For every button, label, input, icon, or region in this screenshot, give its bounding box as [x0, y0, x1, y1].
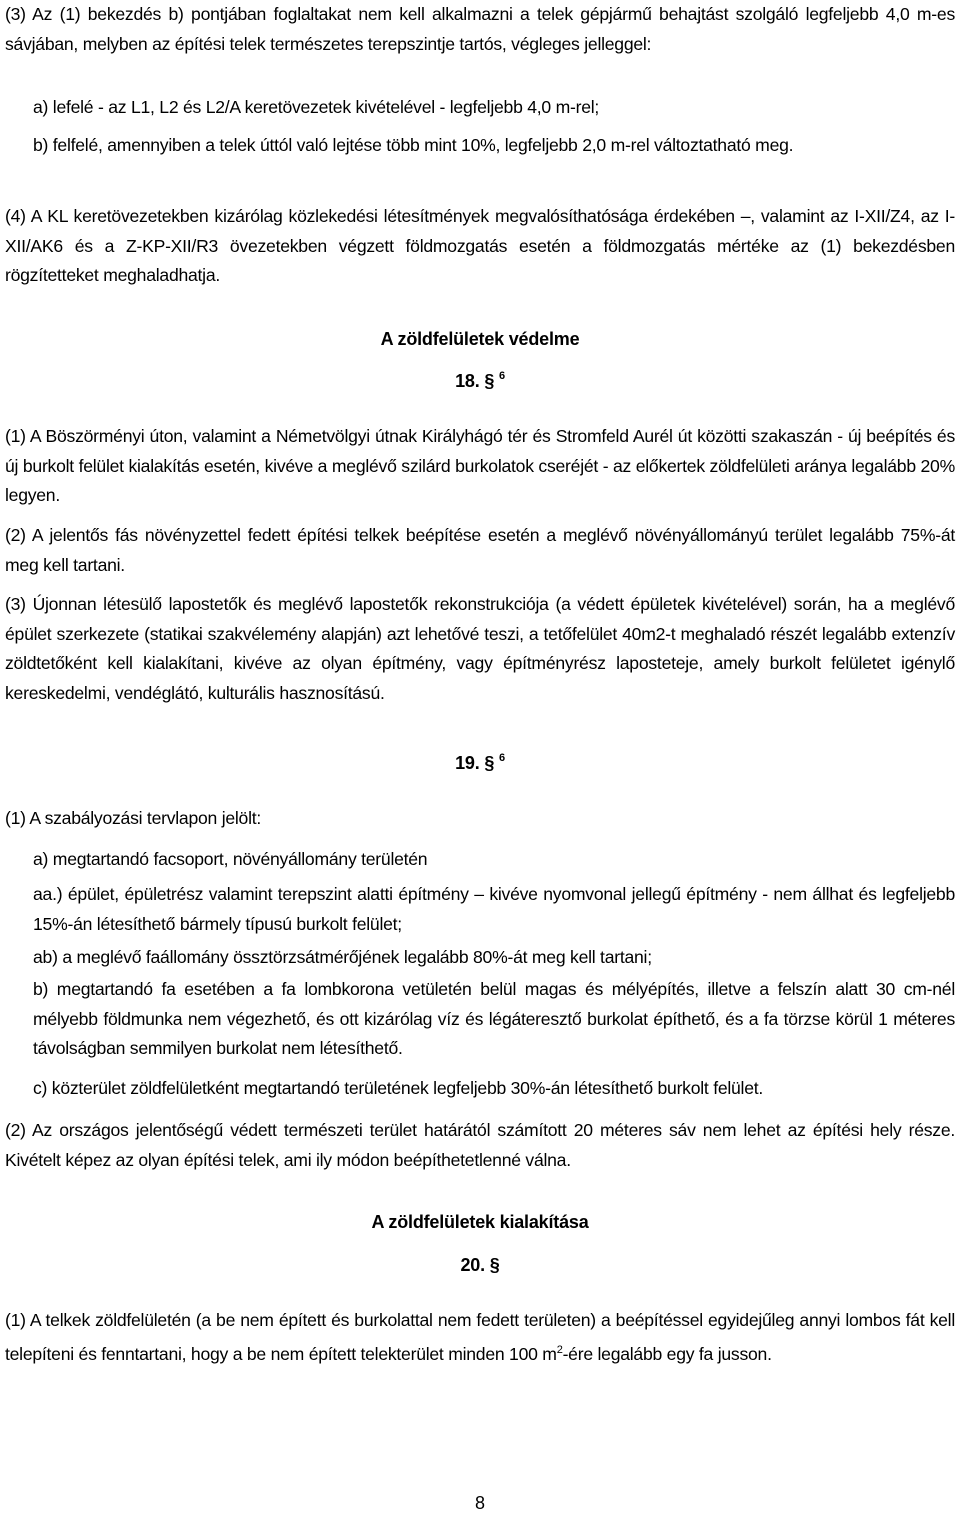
paragraph-18-2: (2) A jelentős fás növényzettel fedett építési telkek beépítése esetén a meglévő növényállományú terület legalább 75%-át meg kell tartani.	[5, 525, 955, 575]
paragraph-19-1-ab: ab) a meglévő faállomány össztörzsátmérőjének legalább 80%-át meg kell tartani;	[33, 947, 652, 967]
page-number: 8	[474, 1493, 485, 1513]
paragraph-19-2: (2) Az országos jelentőségű védett természeti terület határától számított 20 méteres sáv nem lehet az építési hely része. Kivételt képez az olyan építési telek, ami ily módon beépíthetetlenné válna.	[5, 1120, 955, 1170]
paragraph-19-1-b: b) megtartandó fa esetében a fa lombkorona vetületén belül magas és mélyépítés, illetve a felszín alatt 30 cm-nél mélyebb földmunka nem végezhető, és ott kizárólag víz és légáteresztő burkolat építhető, és a fa törzse körül 1 méteres távolságban semmilyen burkolat nem létesíthető.	[33, 979, 955, 1058]
paragraph-17-3: (3) Az (1) bekezdés b) pontjában foglaltakat nem kell alkalmazni a telek gépjármű behajtást szolgáló legfeljebb 4,0 m-es sávjában, melyben az építési telek természetes terepszintje tartós, végleges jelleggel:	[5, 4, 955, 54]
paragraph-18-1: (1) A Böszörményi úton, valamint a Németvölgyi útnak Királyhágó tér és Stromfeld Aurél út közötti szakaszán - új beépítés és új burkolt felület kialakítás esetén, kivéve a meglévő szilárd burkolatok cseréjét - az előkertek zöldfelületi aránya legalább 20% legyen.	[5, 426, 955, 505]
section-18-footnote: 6	[498, 370, 505, 382]
paragraph-19-1-aa: aa.) épület, épületrész valamint terepszint alatti építmény – kivéve nyomvonal jellegű építmény - nem állhat és legfeljebb 15%-án létesíthető bármely típusú burkolt felület;	[33, 884, 955, 934]
section-19-sign: §	[484, 753, 495, 773]
paragraph-20-1-text-end: -ére legalább egy fa jusson.	[562, 1343, 772, 1364]
section-20-sign: §	[489, 1255, 500, 1275]
paragraph-19-1-c: c) közterület zöldfelületként megtartandó területének legfeljebb 30%-án létesíthető burkolt felület.	[33, 1078, 764, 1098]
section-19-number: 19.	[455, 753, 480, 773]
paragraph-20-1-text: (1) A telkek zöldfelületén (a be nem épített és burkolattal nem fedett területen) a beépítéssel egyidejűleg annyi lombos fát kell telepíteni és fenntartani, hogy a be nem épített telekterület minden 100 m	[5, 1310, 955, 1364]
paragraph-19-1: (1) A szabályozási tervlapon jelölt:	[5, 808, 262, 828]
section-20-heading	[0, 1255, 960, 1276]
paragraph-19-1-a: a) megtartandó facsoport, növényállomány területén	[33, 849, 428, 869]
paragraph-18-3: (3) Újonnan létesülő lapostetők és meglévő lapostetők rekonstrukciója (a védett épületek kivételével) során, ha a meglévő épület szerkezete (statikai szakvélemény alapján) azt lehetővé teszi, a tetőfelület 40m2-t meghaladó részét legalább extenzív zöldtetőként kell kialakítani, kivéve az olyan építmény, vagy építményrész laposteteje, amely burkolt felületet igénylő kereskedelmi, vendéglátó, kulturális hasznosítású.	[5, 594, 955, 703]
section-18-sign: §	[484, 371, 495, 391]
section-18-number: 18.	[455, 371, 480, 391]
section-20-number: 20.	[460, 1255, 485, 1275]
paragraph-17-3-b: b) felfelé, amennyiben a telek úttól való lejtése több mint 10%, legfeljebb 2,0 m-rel változtatható meg.	[33, 135, 794, 155]
paragraph-17-3-a: a) lefelé - az L1, L2 és L2/A keretövezetek kivételével - legfeljebb 4,0 m-rel;	[33, 97, 600, 117]
paragraph-17-4: (4) A KL keretövezetekben kizárólag közlekedési létesítmények megvalósíthatósága érdekében –, valamint az I-XII/Z4, az I-XII/AK6 és a Z-KP-XII/R3 övezetekben végzett földmozgatás esetén a földmozgatás mértéke az (1) bekezdésben rögzítetteket meghaladhatja.	[5, 206, 955, 285]
section-18-heading	[0, 370, 960, 392]
paragraph-20-1	[5, 1306, 955, 1369]
heading-zoldfeluletek-kialakitasa: A zöldfelületek kialakítása	[371, 1212, 589, 1232]
superscript-2: 2	[556, 1343, 563, 1356]
section-19-heading	[0, 752, 960, 774]
heading-zoldfeluletek-vedelme: A zöldfelületek védelme	[380, 329, 580, 349]
section-19-footnote: 6	[498, 752, 505, 764]
